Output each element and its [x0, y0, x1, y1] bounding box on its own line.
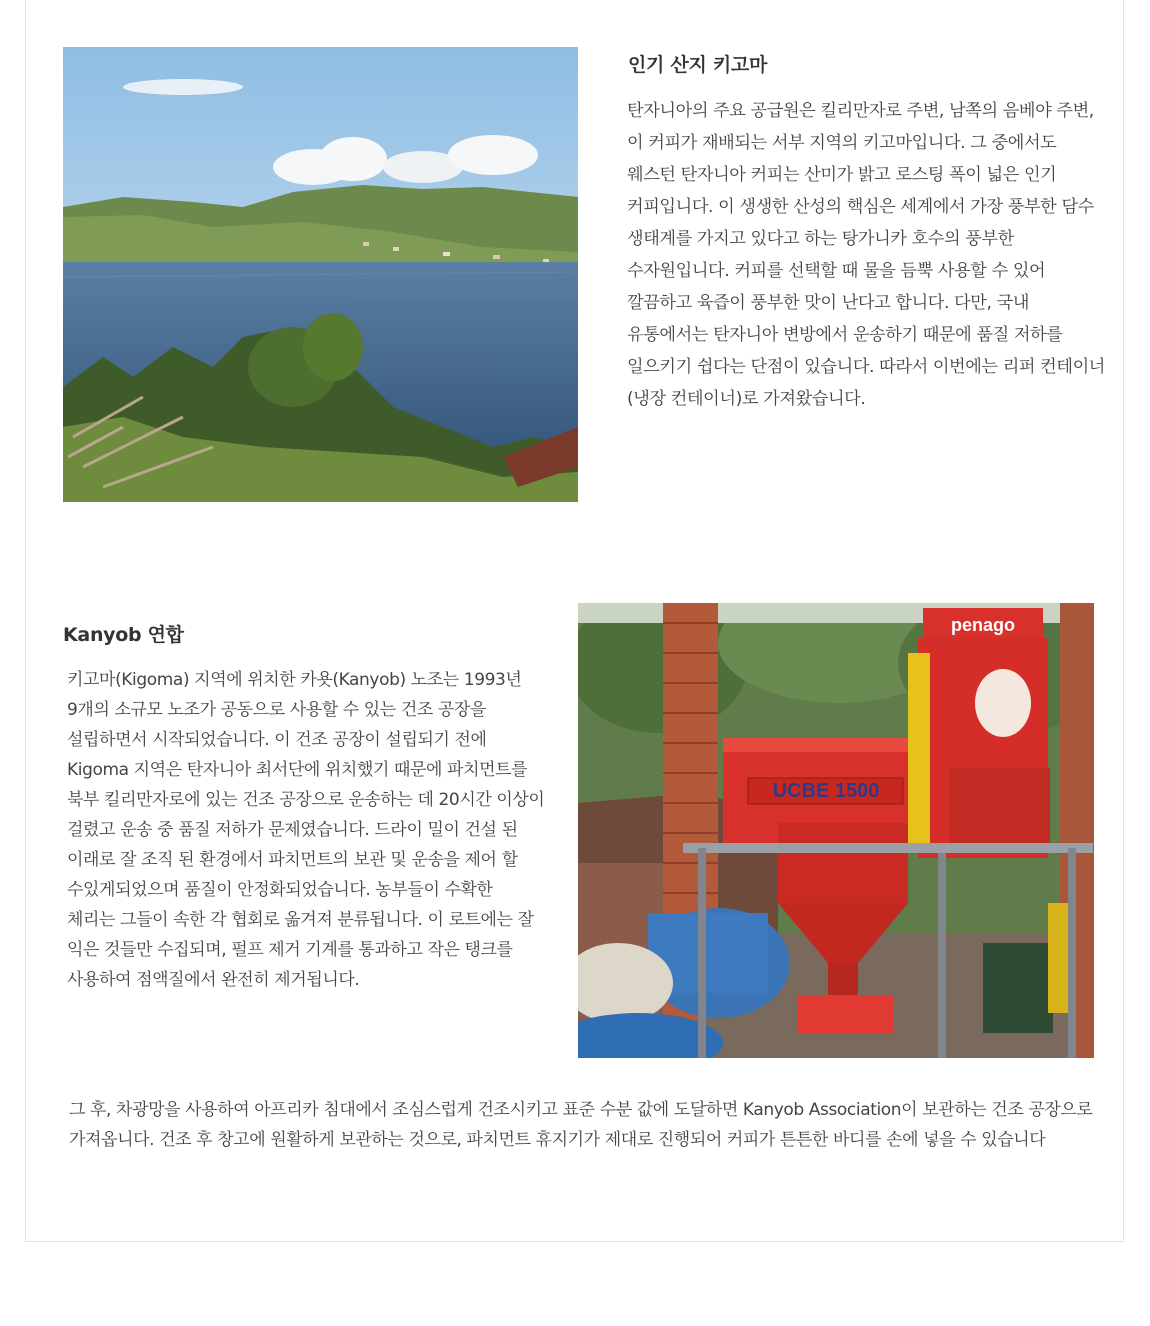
coffee-machine-illustration — [578, 603, 1094, 1058]
machine-brand-label: penago — [950, 615, 1016, 635]
section-body-kanyob: 키고마(Kigoma) 지역에 위치한 카욧(Kanyob) 노조는 1993년 9개의 소규모 노조가 공동으로 사용할 수 있는 건조 공장을 설립하면서 시작되었습니다. 이 건조 공장이 설립되기 전에 Kigoma 지역은 탄자니아 최서단에 위치했기 때문에 파치먼트를 북부 킬리만자로에 있는 건조 공장으로 운송하는 데 20시간 이상이 걸렸고 운송 중 품질 저하가 문제였습니다. 드라이 밀이 건설 된 이래로 잘 조직 된 환경에서 파치먼트의 보관 및 운송을 제어 할 수있게되었으며 품질이 안정화되었습니다. 농부들이 수확한 체리는 그들이 속한 각 협회로 옮겨져 분류됩니다. 이 로트에는 잘 익은 것들만 수집되며, 펄프 제거 기계를 통과하고 작은 탱크를 사용하여 점액질에서 완전히 제거됩니다. — [67, 670, 545, 990]
section-body-kigoma: 탄자니아의 주요 공급원은 킬리만자로 주변, 남쪽의 음베야 주변, 이 커피가 재배되는 서부 지역의 키고마입니다. 그 중에서도 웨스턴 탄자니아 커피는 산미가 밝고 로스팅 폭이 넓은 인기 커피입니다. 이 생생한 산성의 핵심은 세계에서 가장 풍부한 담수 생태계를 가지고 있다고 하는 탕가니카 호수의 풍부한 수자원입니다. 커피를 선택할 때 물을 듬뿍 사용할 수 있어 깔끔하고 육즙이 풍부한 맛이 난다고 합니다. 다만, 국내 유통에서는 탄자니아 변방에서 운송하기 때문에 품질 저하를 일으키기 쉽다는 단점이 있습니다. 따라서 이번에는 리퍼 컨테이너 (냉장 컨테이너)로 가져왔습니다. — [627, 101, 1105, 409]
lake-landscape-illustration — [63, 47, 578, 502]
lake-kigoma-photo — [63, 47, 578, 502]
machine-model-label: UCBE 1500 — [772, 780, 880, 802]
section-title-kigoma: 인기 산지 키고마 — [628, 54, 768, 76]
section-title-kanyob: Kanyob 연합 — [63, 624, 184, 646]
dry-mill-machine-photo — [578, 603, 1094, 1058]
section-body-drying: 그 후, 차광망을 사용하여 아프리카 침대에서 조심스럽게 건조시키고 표준 수분 값에 도달하면 Kanyob Association이 보관하는 건조 공장으로 가져옵니다. 건조 후 창고에 원활하게 보관하는 것으로, 파치먼트 휴지기가 제대로 진행되어 커피가 튼튼한 바디를 손에 넣을 수 있습니다 — [69, 1100, 1093, 1150]
